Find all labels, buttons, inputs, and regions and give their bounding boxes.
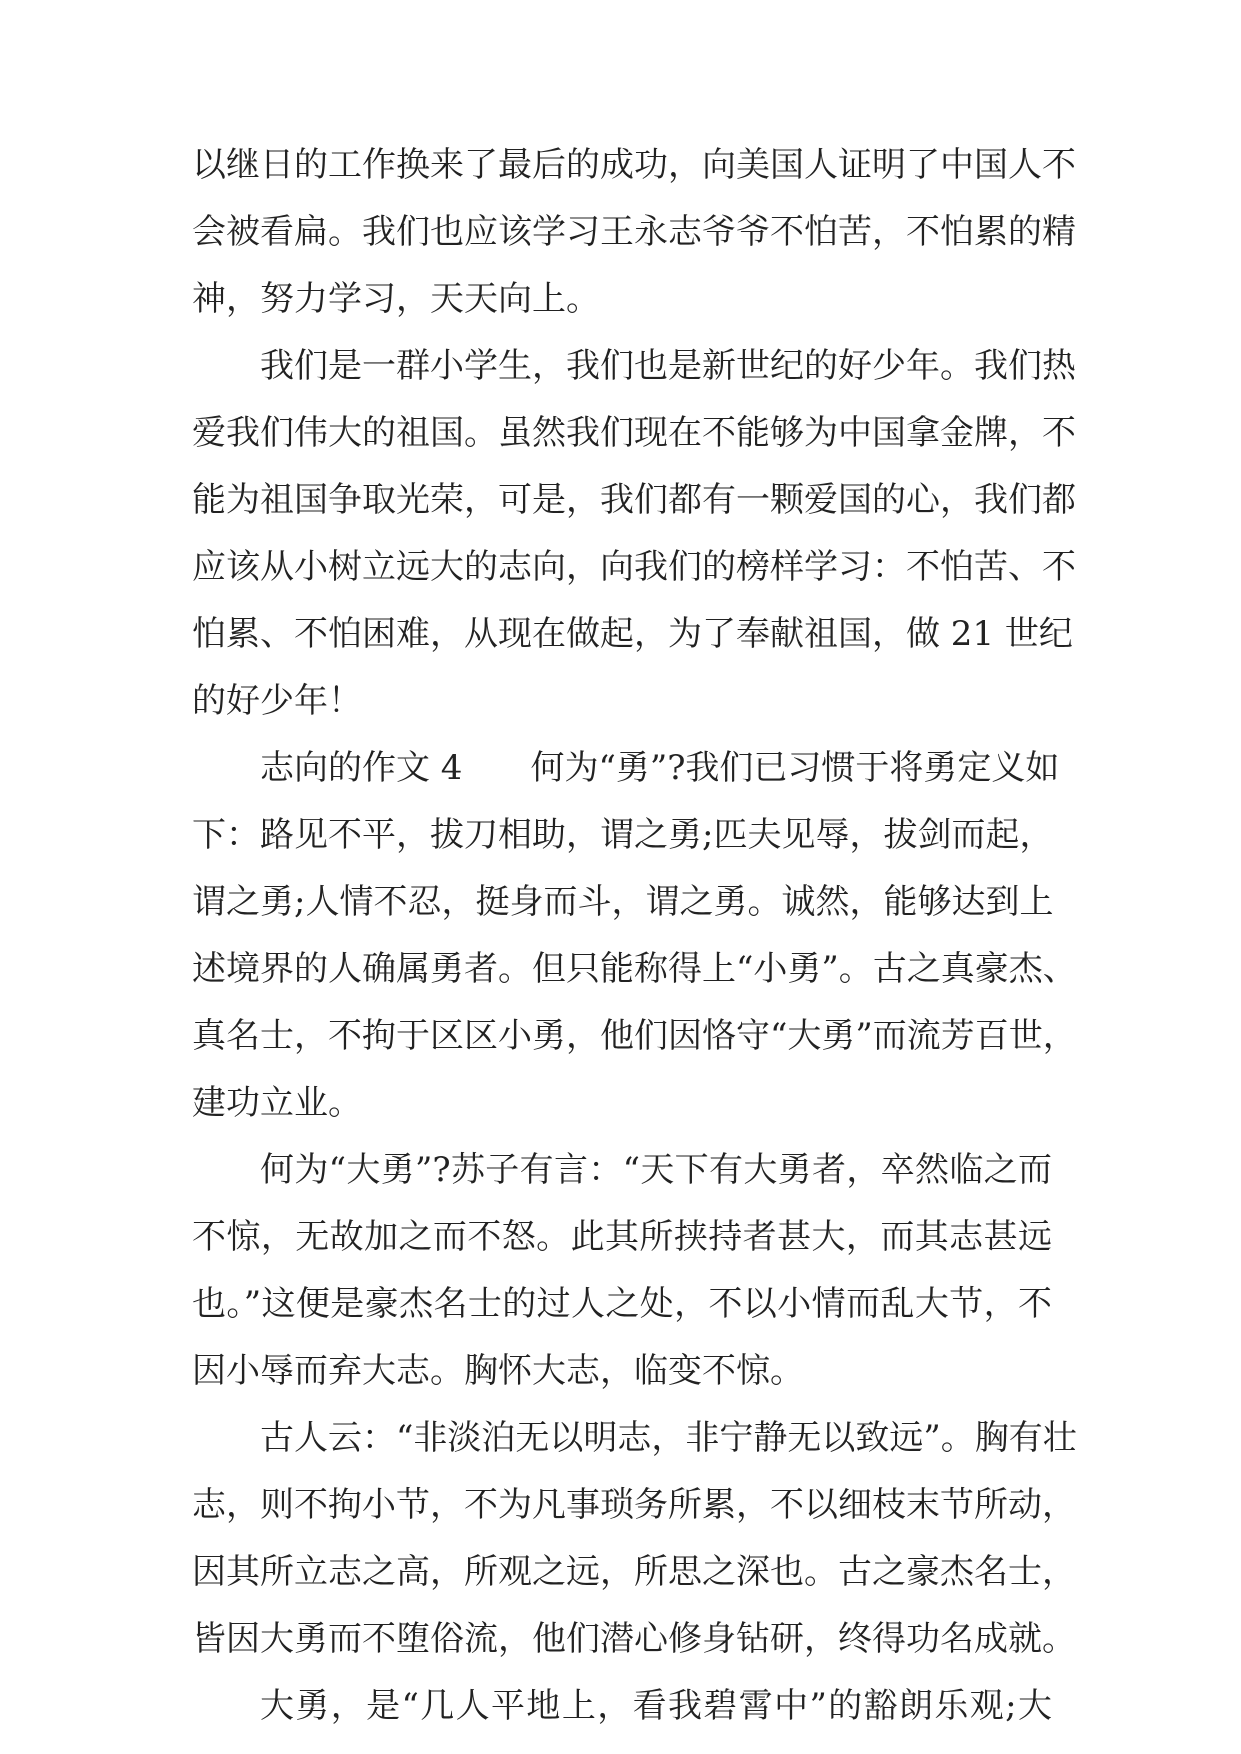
text-line: 皆因大勇而不堕俗流，他们潜心修身钻研，终得功名成就。 <box>192 1619 1076 1659</box>
text-line: 因小辱而弃大志。胸怀大志，临变不惊。 <box>192 1351 804 1391</box>
text-line: 志，则不拘小节，不为凡事琐务所累，不以细枝末节所动， <box>192 1485 1076 1525</box>
text-line: 因其所立志之高，所观之远，所思之深也。古之豪杰名士， <box>192 1552 1076 1592</box>
text-line: 怕累、不怕困难，从现在做起，为了奉献祖国，做 21 世纪 <box>192 614 1073 654</box>
text-line: 的好少年！ <box>192 681 362 721</box>
text-line: 会被看扁。我们也应该学习王永志爷爷不怕苦，不怕累的精 <box>192 212 1076 252</box>
text-line: 我们是一群小学生，我们也是新世纪的好少年。我们热 <box>260 346 1076 386</box>
section-heading-line: 志向的作文 4 何为“勇”?我们已习惯于将勇定义如 <box>260 748 1060 788</box>
text-line: 何为“大勇”?苏子有言：“天下有大勇者，卒然临之而 <box>260 1150 1052 1190</box>
text-line: 神，努力学习，天天向上。 <box>192 279 600 319</box>
text-line: 建功立业。 <box>192 1083 362 1123</box>
text-line: 不惊，无故加之而不怒。此其所挟持者甚大，而其志甚远 <box>192 1217 1052 1257</box>
text-line: 应该从小树立远大的志向，向我们的榜样学习：不怕苦、不 <box>192 547 1076 587</box>
text-line: 真名士，不拘于区区小勇，他们因恪守“大勇”而流芳百世， <box>192 1016 1077 1056</box>
text-line: 大勇，是“几人平地上，看我碧霄中”的豁朗乐观;大 <box>260 1686 1052 1726</box>
text-line: 谓之勇;人情不忍，挺身而斗，谓之勇。诚然，能够达到上 <box>192 882 1054 922</box>
text-line: 古人云：“非淡泊无以明志，非宁静无以致远”。胸有壮 <box>260 1418 1077 1458</box>
text-line: 述境界的人确属勇者。但只能称得上“小勇”。古之真豪杰、 <box>192 949 1077 989</box>
text-line: 也。”这便是豪杰名士的过人之处，不以小情而乱大节，不 <box>192 1284 1052 1324</box>
text-line: 下：路见不平，拔刀相助，谓之勇;匹夫见辱，拔剑而起， <box>192 815 1054 855</box>
text-line: 能为祖国争取光荣，可是，我们都有一颗爱国的心，我们都 <box>192 480 1076 520</box>
text-line: 爱我们伟大的祖国。虽然我们现在不能够为中国拿金牌，不 <box>192 413 1076 453</box>
text-line: 以继日的工作换来了最后的成功，向美国人证明了中国人不 <box>192 145 1076 185</box>
